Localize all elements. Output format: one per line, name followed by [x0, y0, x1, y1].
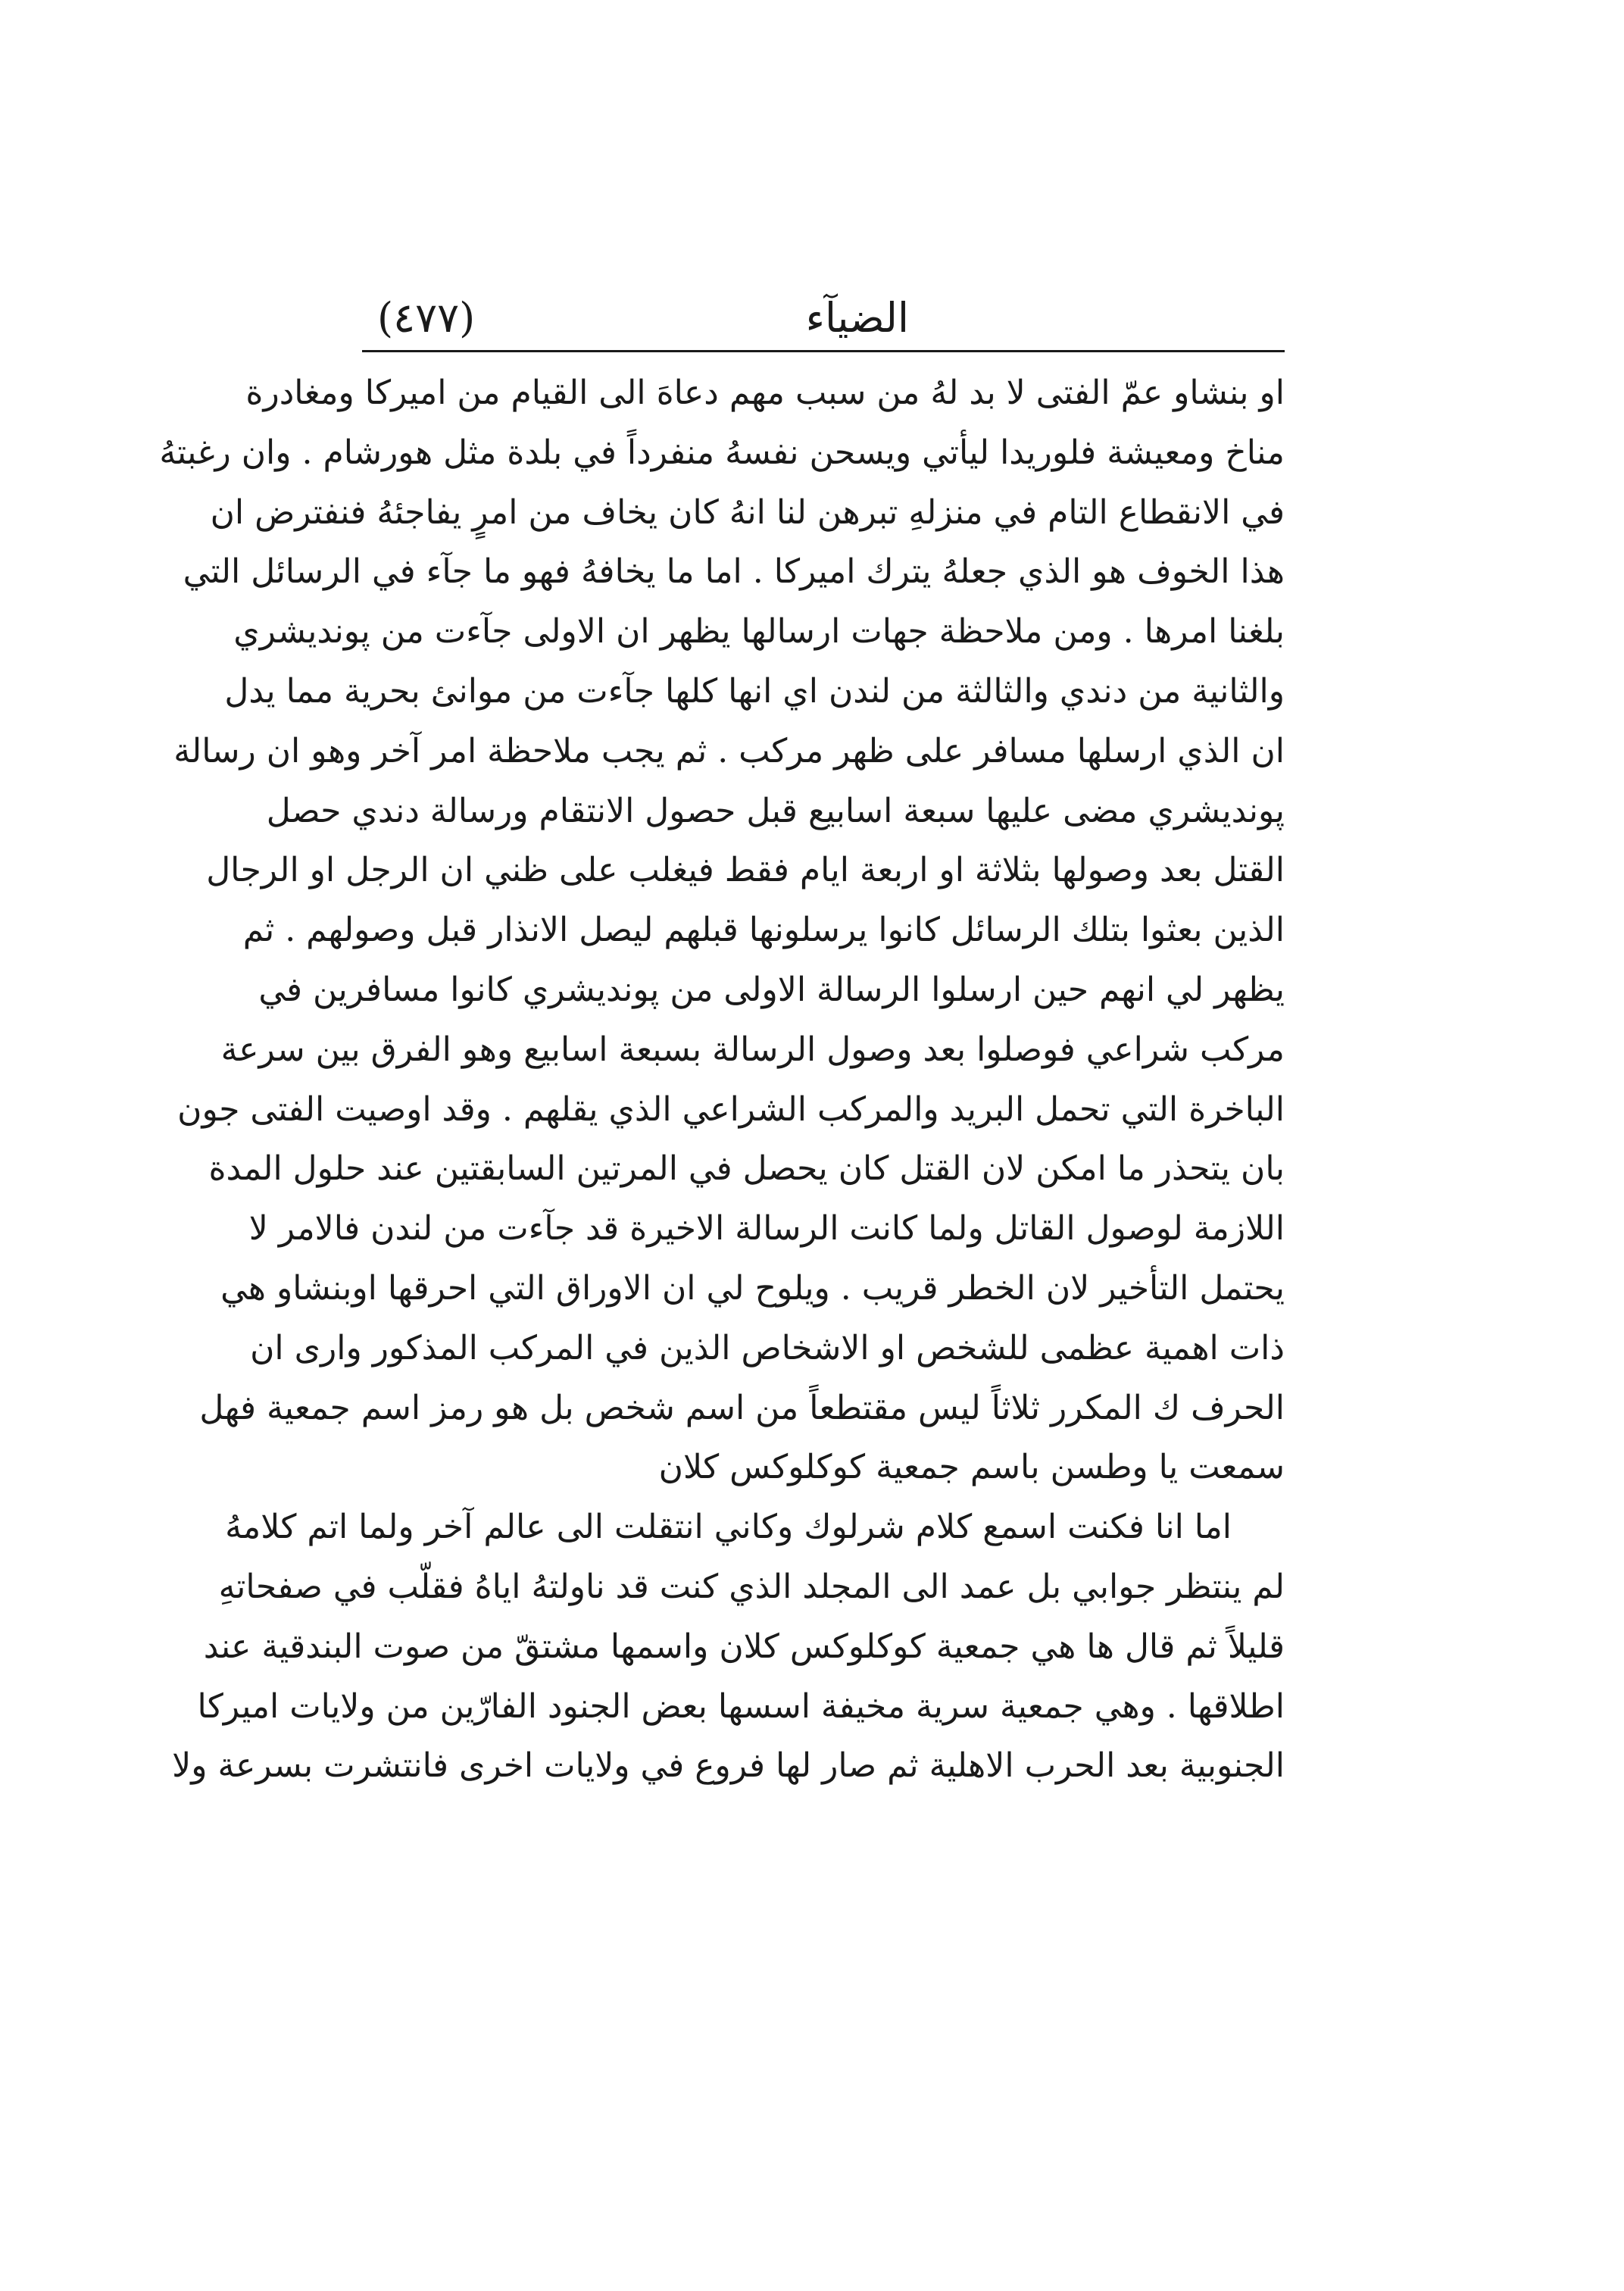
body-text	[159, 364, 1285, 1796]
text-line: الحرف ك المكرر ثلاثاً ليس مقتطعاً من اسم شخص بل هو رمز اسم جمعية فهل	[199, 1388, 1285, 1427]
paragraph-start-line: اما انا فكنت اسمع كلام شرلوك وكاني انتقلت الى عالم آخر ولما اتم كلامهُ	[225, 1508, 1232, 1547]
text-line: الجنوبية بعد الحرب الاهلية ثم صار لها فروع في ولايات اخرى فانتشرت بسرعة ولا	[172, 1746, 1285, 1786]
text-line: الباخرة التي تحمل البريد والمركب الشراعي الذي يقلهم . وقد اوصيت الفتى جون	[177, 1089, 1285, 1129]
text-line: ذات اهمية عظمى للشخص او الاشخاص الذين في المركب المذكور وارى ان	[250, 1328, 1285, 1367]
text-line: پونديشري مضى عليها سبعة اسابيع قبل حصول الانتقام ورسالة دندي حصل	[266, 791, 1285, 830]
text-line: يظهر لي انهم حين ارسلوا الرسالة الاولى من پونديشري كانوا مسافرين في	[258, 970, 1285, 1009]
text-line: يحتمل التأخير لان الخطر قريب . ويلوح لي ان الاوراق التي احرقها اوبنشاو هي	[220, 1268, 1285, 1308]
text-line: او بنشاو عمّ الفتى لا بد لهُ من سبب مهم دعاهَ الى القيام من اميركا ومغادرة	[245, 373, 1285, 412]
text-line: هذا الخوف هو الذي جعلهُ يترك اميركا . اما ما يخافهُ فهو ما جآء في الرسائل التي	[183, 552, 1285, 592]
paragraph-end-line: سمعت يا وطسن باسم جمعية كوكلوكس كلان	[658, 1448, 1285, 1487]
text-line: القتل بعد وصولها بثلاثة او اربعة ايام فقط فيغلب على ظني ان الرجل او الرجال	[206, 851, 1285, 890]
text-line: والثانية من دندي والثالثة من لندن اي انها كلها جآءت من موانئ بحرية مما يدل	[224, 671, 1285, 711]
text-line: اللازمة لوصول القاتل ولما كانت الرسالة الاخيرة قد جآءت من لندن فالامر لا	[248, 1209, 1285, 1249]
page-header	[362, 288, 1282, 352]
text-line: مركب شراعي فوصلوا بعد وصول الرسالة بسبعة اسابيع وهو الفرق بين سرعة	[220, 1030, 1285, 1069]
text-line: اطلاقها . وهي جمعية سرية مخيفة اسسها بعض الجنود الفارّين من ولايات اميركا	[197, 1686, 1285, 1726]
text-line: ان الذي ارسلها مسافر على ظهر مركب . ثم يجب ملاحظة امر آخر وهو ان رسالة	[173, 731, 1285, 770]
page-number: (٤٧٧)	[377, 294, 476, 342]
text-line: لم ينتظر جوابي بل عمد الى المجلد الذي كنت قد ناولتهُ اياهُ فقلّب في صفحاتهِ	[218, 1567, 1285, 1606]
header-rule	[362, 350, 1285, 352]
text-line: مناخ ومعيشة فلوريدا ليأتي ويسحن نفسهُ منفرداً في بلدة مثل هورشام . وان رغبتهُ	[159, 433, 1285, 472]
text-line: قليلاً ثم قال ها هي جمعية كوكلوكس كلان واسمها مشتقّ من صوت البندقية عند	[203, 1627, 1285, 1666]
text-line: الذين بعثوا بتلك الرسائل كانوا يرسلونها قبلهم ليصل الانذار قبل وصولهم . ثم	[242, 911, 1285, 950]
text-line: في الانقطاع التام في منزلهِ تبرهن لنا انهُ كان يخاف من امرٍ يفاجئهُ فنفترض ان	[210, 492, 1285, 532]
text-line: بلغنا امرها . ومن ملاحظة جهات ارسالها يظهر ان الاولى جآءت من پونديشري	[233, 612, 1285, 652]
text-line: بان يتحذر ما امكن لان القتل كان يحصل في المرتين السابقتين عند حلول المدة	[208, 1149, 1285, 1189]
journal-title: الضيآء	[805, 294, 909, 342]
